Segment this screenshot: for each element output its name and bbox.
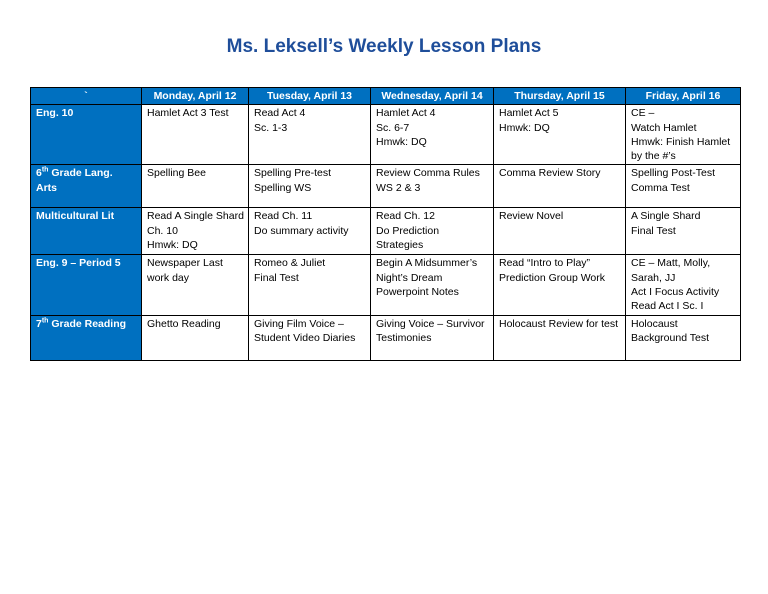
lesson-line: Prediction Group Work [499,271,606,284]
header-row [31,88,741,105]
lesson-line: Begin A Midsummer’s [376,257,478,270]
lesson-line: Spelling Pre-test [254,167,332,180]
lesson-line: Act I Focus Activity [631,286,720,299]
lesson-cell [249,105,371,165]
day-header-friday: Friday, April 16 [626,88,741,105]
class-label-text: Eng. 9 – Period 5 [36,257,121,270]
lesson-line: Spelling WS [254,181,312,194]
lesson-line: Watch Hamlet [631,121,697,134]
lesson-line: Read Act I Sc. I [631,300,704,313]
lesson-line: Final Test [631,224,676,237]
table-row [31,315,741,360]
lesson-line: Sc. 6-7 [376,121,410,134]
lesson-line: Sarah, JJ [631,271,676,284]
lesson-line: Hmwk: DQ [499,121,550,134]
lesson-line: Comma Test [631,181,690,194]
lesson-line: Spelling Post-Test [631,167,716,180]
lesson-line: Do summary activity [254,224,349,237]
class-label [31,208,142,255]
table-row [31,208,741,255]
lesson-cell [626,165,741,208]
lesson-line: Romeo & Juliet [254,257,326,270]
lesson-line: Read Ch. 11 [254,210,313,223]
lesson-line: Hmwk: DQ [147,239,198,252]
day-header-monday: Monday, April 12 [142,88,249,105]
lesson-line: Giving Film Voice – [254,317,344,330]
day-header-wednesday: Wednesday, April 14 [371,88,494,105]
lesson-line: Sc. 1-3 [254,121,288,134]
lesson-cell [249,208,371,255]
lesson-line: work day [147,271,190,284]
lesson-line: Hamlet Act 4 [376,107,436,120]
lesson-line: Spelling Bee [147,167,206,180]
class-label [31,315,142,360]
lesson-cell [249,165,371,208]
lesson-cell [494,315,626,360]
lesson-cell [494,255,626,315]
lesson-line: Do Prediction [376,224,440,237]
class-label [31,105,142,165]
lesson-line: Strategies [376,239,424,252]
day-header-tuesday: Tuesday, April 13 [249,88,371,105]
lesson-cell [142,255,249,315]
lesson-cell [494,208,626,255]
lesson-cell [142,315,249,360]
class-label-text: Eng. 10 [36,107,74,120]
lesson-line: Comma Review Story [499,167,601,180]
lesson-line: WS 2 & 3 [376,181,421,194]
lesson-cell [371,105,494,165]
class-label-rest: Grade Reading [48,317,127,330]
lesson-line: Hmwk: DQ [376,135,427,148]
lesson-plan-table [30,87,741,361]
class-label [31,255,142,315]
lesson-line: Newspaper Last [147,257,223,270]
table-row [31,165,741,208]
table-row [31,255,741,315]
lesson-line: Read Ch. 12 [376,210,435,223]
class-label-superscript: th [41,166,49,174]
lesson-line: A Single Shard [631,210,701,223]
class-label-superscript: th [41,317,49,325]
lesson-line: Review Comma Rules [376,167,480,180]
lesson-line: Holocaust [631,317,678,330]
lesson-cell [142,165,249,208]
lesson-line: CE – [631,107,655,120]
lesson-line: Giving Voice – Survivor [376,317,485,330]
lesson-line: Read “Intro to Play” [499,257,591,270]
lesson-line: Hmwk: Finish Hamlet [631,135,731,148]
lesson-line: Hamlet Act 3 Test [147,107,229,120]
lesson-line: Ch. 10 [147,224,178,237]
lesson-cell [371,208,494,255]
lesson-line: by the #’s [631,150,676,163]
day-header-thursday: Thursday, April 15 [494,88,626,105]
class-label-rest: Grade Lang. Arts [36,167,113,194]
lesson-line: Background Test [631,331,710,344]
lesson-line: Review Novel [499,210,564,223]
lesson-line: Night’s Dream [376,271,443,284]
lesson-cell [371,315,494,360]
lesson-cell [142,105,249,165]
lesson-cell [626,105,741,165]
lesson-line: CE – Matt, Molly, [631,257,711,270]
lesson-line: Read A Single Shard [147,210,244,223]
lesson-line: Testimonies [376,331,432,344]
class-label [31,165,142,208]
page-title: Ms. Leksell’s Weekly Lesson Plans [226,36,542,57]
class-label-text: 7 [36,317,42,330]
lesson-line: Read Act 4 [254,107,306,120]
lesson-line: Student Video Diaries [254,331,356,344]
lesson-line: Hamlet Act 5 [499,107,559,120]
lesson-line: Final Test [254,271,299,284]
lesson-cell [494,105,626,165]
lesson-cell [626,255,741,315]
lesson-cell [249,315,371,360]
lesson-cell [494,165,626,208]
lesson-line: Ghetto Reading [147,317,221,330]
table-row [31,105,741,165]
lesson-cell [626,208,741,255]
lesson-line: Powerpoint Notes [376,286,459,299]
class-label-text: 6 [36,167,42,180]
class-label-text: Multicultural Lit [36,210,115,223]
lesson-cell [371,165,494,208]
lesson-cell [142,208,249,255]
lesson-line: Holocaust Review for test [499,317,619,330]
corner-cell: ` [31,88,142,105]
lesson-cell [626,315,741,360]
lesson-cell [249,255,371,315]
lesson-cell [371,255,494,315]
